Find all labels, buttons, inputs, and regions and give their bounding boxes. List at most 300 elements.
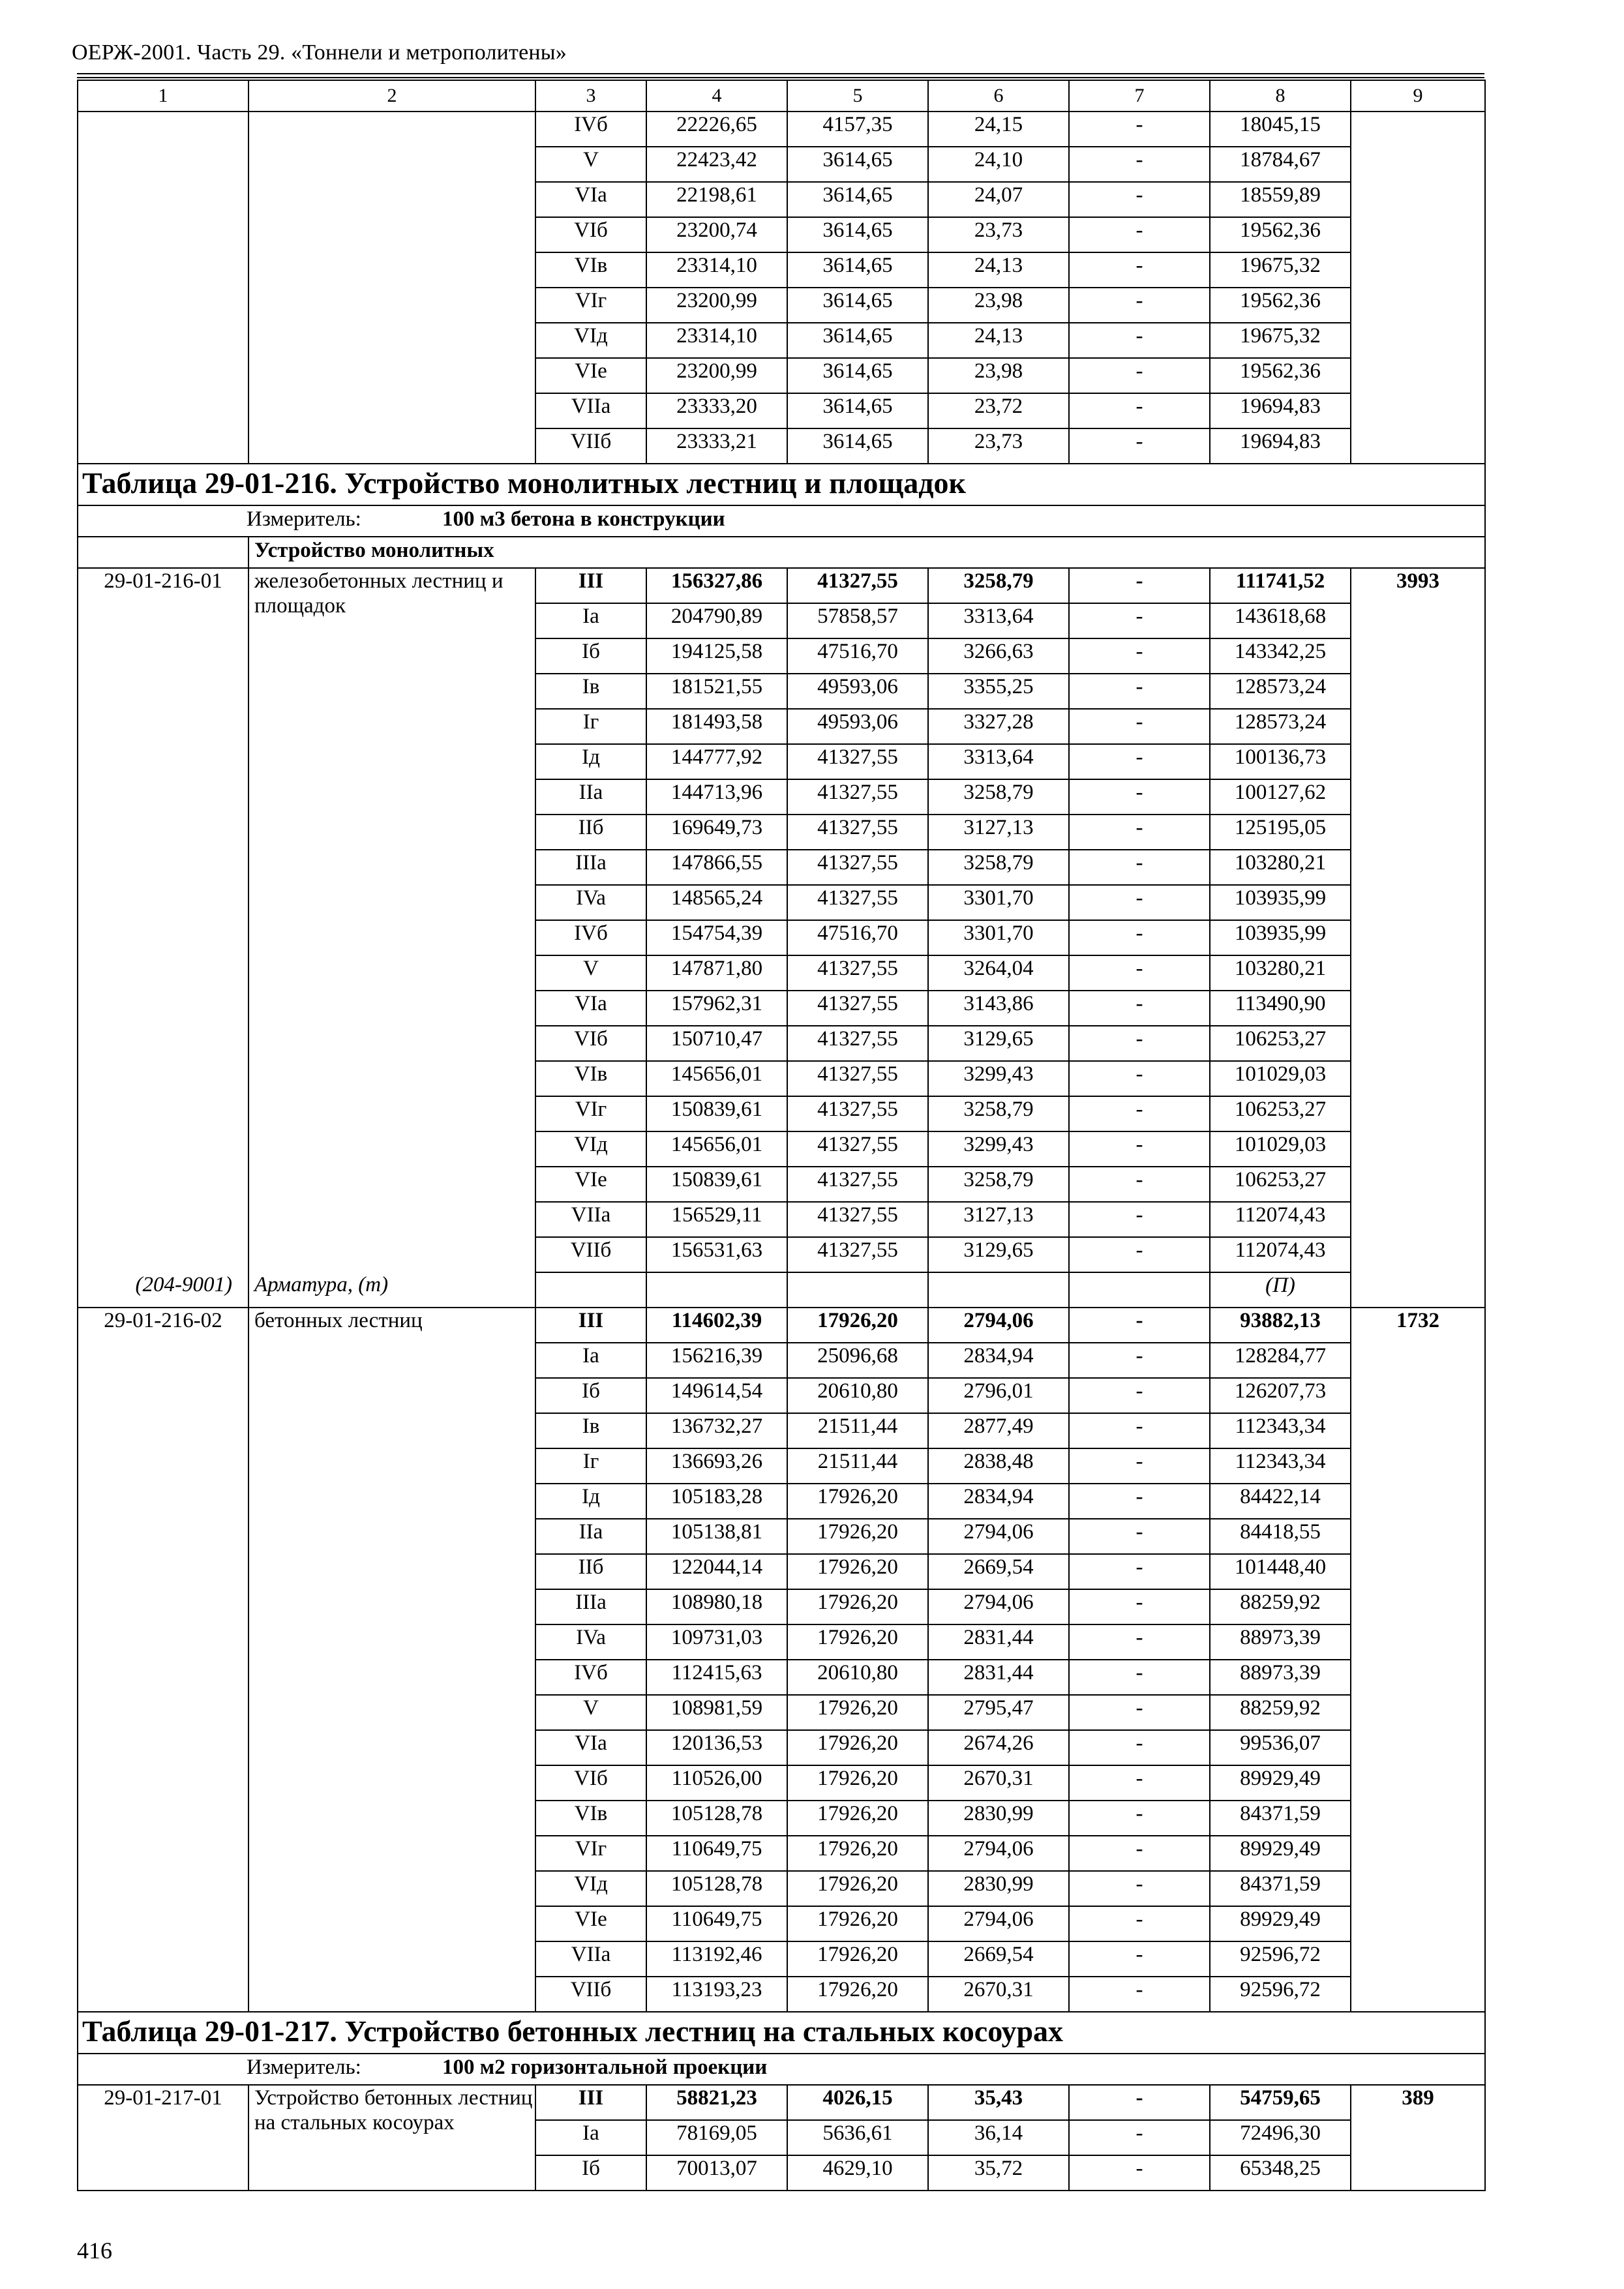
machine-cost-cell: 3143,86 [928, 991, 1069, 1026]
machine-cost-cell: 2877,49 [928, 1413, 1069, 1448]
material-cost-cell: 19675,32 [1210, 252, 1351, 288]
material-cost-cell: 19694,83 [1210, 428, 1351, 464]
driver-wage-cell: - [1069, 850, 1210, 885]
labor-cost-cell: 4629,10 [787, 2155, 928, 2191]
labor-cost-cell: 41327,55 [787, 1131, 928, 1167]
measure-unit [78, 2054, 1485, 2085]
zone-cell: Iб [535, 638, 646, 674]
material-cost-cell: 88973,39 [1210, 1624, 1351, 1660]
zone-cell: IIIa [535, 1589, 646, 1624]
direct-cost-cell: 147871,80 [646, 955, 787, 991]
header-rule [77, 73, 1484, 74]
driver-wage-cell: - [1069, 1624, 1210, 1660]
direct-cost-cell: 23333,21 [646, 428, 787, 464]
direct-cost-cell: 110649,75 [646, 1836, 787, 1871]
zone-cell: IIб [535, 1554, 646, 1589]
material-cost-cell: 113490,90 [1210, 991, 1351, 1026]
machine-cost-cell: 2669,54 [928, 1554, 1069, 1589]
driver-wage-cell: - [1069, 1554, 1210, 1589]
zone-cell: III [535, 568, 646, 603]
machine-cost-cell: 3327,28 [928, 709, 1069, 744]
material-cost-cell: 101448,40 [1210, 1554, 1351, 1589]
machine-cost-cell: 3313,64 [928, 603, 1069, 638]
table-title: Таблица 29-01-217. Устройство бетонных лестниц на стальных косоурах [78, 2012, 1485, 2054]
material-cost-cell: 112074,43 [1210, 1237, 1351, 1272]
labor-cost-cell: 17926,20 [787, 1941, 928, 1977]
machine-cost-cell: 3266,63 [928, 638, 1069, 674]
material-cost-cell: 89929,49 [1210, 1836, 1351, 1871]
machine-cost-cell: 2670,31 [928, 1977, 1069, 2012]
direct-cost-cell: 144713,96 [646, 779, 787, 815]
material-cost-cell: 125195,05 [1210, 815, 1351, 850]
direct-cost-cell: 113193,23 [646, 1977, 787, 2012]
material-cost-cell: 103280,21 [1210, 850, 1351, 885]
zone-cell: VIIб [535, 428, 646, 464]
direct-cost-cell: 150839,61 [646, 1167, 787, 1202]
direct-cost-cell: 23200,99 [646, 358, 787, 393]
direct-cost-cell: 156327,86 [646, 568, 787, 603]
zone-cell: VIг [535, 1836, 646, 1871]
material-cost-cell: 106253,27 [1210, 1167, 1351, 1202]
direct-cost-cell: 204790,89 [646, 603, 787, 638]
machine-cost-cell: 2830,99 [928, 1801, 1069, 1836]
table-row [78, 568, 1485, 603]
zone-cell: VIв [535, 1061, 646, 1096]
column-number: 9 [1351, 80, 1485, 112]
machine-cost-cell: 24,10 [928, 147, 1069, 182]
direct-cost-cell: 169649,73 [646, 815, 787, 850]
code-cell [78, 112, 248, 464]
material-cost-cell: 65348,25 [1210, 2155, 1351, 2191]
direct-cost-cell: 105183,28 [646, 1484, 787, 1519]
labor-cost-cell: 49593,06 [787, 709, 928, 744]
labor-hours-cell: 389 [1351, 2085, 1485, 2191]
material-cost-cell: 88973,39 [1210, 1660, 1351, 1695]
direct-cost-cell: 150710,47 [646, 1026, 787, 1061]
zone-cell: VIб [535, 1765, 646, 1801]
labor-cost-cell: 41327,55 [787, 1096, 928, 1131]
zone-cell: IIa [535, 1519, 646, 1554]
driver-wage-cell: - [1069, 182, 1210, 217]
direct-cost-cell: 78169,05 [646, 2120, 787, 2155]
labor-cost-cell: 41327,55 [787, 955, 928, 991]
direct-cost-cell: 136732,27 [646, 1413, 787, 1448]
driver-wage-cell: - [1069, 1906, 1210, 1941]
direct-cost-cell: 145656,01 [646, 1061, 787, 1096]
labor-cost-cell: 17926,20 [787, 1624, 928, 1660]
zone-cell: IVa [535, 885, 646, 920]
machine-cost-cell: 2830,99 [928, 1871, 1069, 1906]
labor-cost-cell: 5636,61 [787, 2120, 928, 2155]
direct-cost-cell: 58821,23 [646, 2085, 787, 2120]
machine-cost-cell: 2834,94 [928, 1484, 1069, 1519]
zone-cell: Iв [535, 1413, 646, 1448]
direct-cost-cell: 70013,07 [646, 2155, 787, 2191]
material-cost-cell: 103280,21 [1210, 955, 1351, 991]
machine-cost-cell: 2794,06 [928, 1836, 1069, 1871]
labor-cost-cell: 17926,20 [787, 1836, 928, 1871]
item-code: 29-01-216-01 [78, 568, 248, 1272]
driver-wage-cell: - [1069, 638, 1210, 674]
material-cost-cell: 18784,67 [1210, 147, 1351, 182]
driver-wage-cell: - [1069, 744, 1210, 779]
machine-cost-cell: 23,73 [928, 428, 1069, 464]
driver-wage-cell: - [1069, 603, 1210, 638]
table-cell [78, 537, 248, 568]
machine-cost-cell: 2794,06 [928, 1906, 1069, 1941]
zone-cell: IIa [535, 779, 646, 815]
driver-wage-cell: - [1069, 252, 1210, 288]
material-cost-cell: 84371,59 [1210, 1801, 1351, 1836]
machine-cost-cell: 3258,79 [928, 779, 1069, 815]
item-code: 29-01-216-02 [78, 1308, 248, 2012]
labor-cost-cell: 41327,55 [787, 991, 928, 1026]
material-cost-cell: 84418,55 [1210, 1519, 1351, 1554]
driver-wage-cell: - [1069, 2120, 1210, 2155]
machine-cost-cell: 35,43 [928, 2085, 1069, 2120]
table-cell [787, 1272, 928, 1308]
direct-cost-cell: 110649,75 [646, 1906, 787, 1941]
driver-wage-cell: - [1069, 1801, 1210, 1836]
labor-cost-cell: 41327,55 [787, 568, 928, 603]
machine-cost-cell: 3301,70 [928, 920, 1069, 955]
driver-wage-cell: - [1069, 393, 1210, 428]
zone-cell: Iг [535, 1448, 646, 1484]
material-cost-cell: 112074,43 [1210, 1202, 1351, 1237]
machine-cost-cell: 2831,44 [928, 1624, 1069, 1660]
machine-cost-cell: 3258,79 [928, 568, 1069, 603]
zone-cell: Iб [535, 1378, 646, 1413]
zone-cell: VIe [535, 358, 646, 393]
direct-cost-cell: 156529,11 [646, 1202, 787, 1237]
machine-cost-cell: 3258,79 [928, 850, 1069, 885]
zone-cell: VIa [535, 182, 646, 217]
machine-cost-cell: 2670,31 [928, 1765, 1069, 1801]
driver-wage-cell: - [1069, 1484, 1210, 1519]
driver-wage-cell: - [1069, 815, 1210, 850]
driver-wage-cell: - [1069, 1871, 1210, 1906]
driver-wage-cell: - [1069, 1519, 1210, 1554]
driver-wage-cell: - [1069, 1343, 1210, 1378]
table-title-row [78, 464, 1485, 505]
zone-cell: VIг [535, 1096, 646, 1131]
machine-cost-cell: 2831,44 [928, 1660, 1069, 1695]
page-number: 416 [77, 2237, 112, 2264]
direct-cost-cell: 154754,39 [646, 920, 787, 955]
driver-wage-cell: - [1069, 428, 1210, 464]
driver-wage-cell: - [1069, 709, 1210, 744]
labor-cost-cell: 3614,65 [787, 147, 928, 182]
measure-label: Измеритель: [247, 2056, 361, 2079]
material-cost-cell: 126207,73 [1210, 1378, 1351, 1413]
zone-cell: IVб [535, 1660, 646, 1695]
labor-cost-cell: 3614,65 [787, 182, 928, 217]
material-cost-cell: 19562,36 [1210, 358, 1351, 393]
zone-cell: VIIa [535, 1941, 646, 1977]
direct-cost-cell: 150839,61 [646, 1096, 787, 1131]
labor-cost-cell: 3614,65 [787, 217, 928, 252]
zone-cell: VIв [535, 252, 646, 288]
material-cost-cell: 99536,07 [1210, 1730, 1351, 1765]
labor-cost-cell: 3614,65 [787, 252, 928, 288]
machine-cost-cell: 23,73 [928, 217, 1069, 252]
material-cost-cell: 72496,30 [1210, 2120, 1351, 2155]
direct-cost-cell: 105128,78 [646, 1801, 787, 1836]
labor-cost-cell: 17926,20 [787, 1519, 928, 1554]
labor-cost-cell: 3614,65 [787, 288, 928, 323]
zone-cell: Iд [535, 1484, 646, 1519]
direct-cost-cell: 110526,00 [646, 1765, 787, 1801]
driver-wage-cell: - [1069, 1131, 1210, 1167]
driver-wage-cell: - [1069, 1378, 1210, 1413]
direct-cost-cell: 156531,63 [646, 1237, 787, 1272]
table-title-row [78, 2012, 1485, 2054]
machine-cost-cell: 2794,06 [928, 1589, 1069, 1624]
direct-cost-cell: 136693,26 [646, 1448, 787, 1484]
driver-wage-cell: - [1069, 1660, 1210, 1695]
description-cell [248, 112, 535, 464]
driver-wage-cell: - [1069, 323, 1210, 358]
direct-cost-cell: 22423,42 [646, 147, 787, 182]
direct-cost-cell: 149614,54 [646, 1378, 787, 1413]
labor-cost-cell: 17926,20 [787, 1977, 928, 2012]
labor-cost-cell: 49593,06 [787, 674, 928, 709]
material-cost-cell: 111741,52 [1210, 568, 1351, 603]
driver-wage-cell: - [1069, 288, 1210, 323]
labor-cost-cell: 41327,55 [787, 1167, 928, 1202]
machine-cost-cell: 24,13 [928, 252, 1069, 288]
material-cost-cell: 19675,32 [1210, 323, 1351, 358]
resource-name: Арматура, (т) [248, 1272, 535, 1308]
machine-cost-cell: 2796,01 [928, 1378, 1069, 1413]
material-cost-cell: 106253,27 [1210, 1096, 1351, 1131]
direct-cost-cell: 145656,01 [646, 1131, 787, 1167]
direct-cost-cell: 113192,46 [646, 1941, 787, 1977]
driver-wage-cell: - [1069, 1977, 1210, 2012]
machine-cost-cell: 3313,64 [928, 744, 1069, 779]
labor-cost-cell: 41327,55 [787, 1061, 928, 1096]
material-cost-cell: 89929,49 [1210, 1906, 1351, 1941]
zone-cell: Iб [535, 2155, 646, 2191]
machine-cost-cell: 2834,94 [928, 1343, 1069, 1378]
column-number: 5 [787, 80, 928, 112]
item-code: 29-01-217-01 [78, 2085, 248, 2191]
column-number: 3 [535, 80, 646, 112]
machine-cost-cell: 3129,65 [928, 1237, 1069, 1272]
machine-cost-cell: 2838,48 [928, 1448, 1069, 1484]
direct-cost-cell: 122044,14 [646, 1554, 787, 1589]
labor-hours-cell [1351, 112, 1485, 464]
labor-cost-cell: 17926,20 [787, 1589, 928, 1624]
zone-cell: V [535, 955, 646, 991]
machine-cost-cell: 2674,26 [928, 1730, 1069, 1765]
driver-wage-cell: - [1069, 147, 1210, 182]
labor-cost-cell: 3614,65 [787, 323, 928, 358]
rates-table [77, 80, 1486, 2191]
driver-wage-cell: - [1069, 885, 1210, 920]
measure-value: 100 м2 горизонтальной проекции [442, 2056, 768, 2079]
labor-cost-cell: 41327,55 [787, 815, 928, 850]
driver-wage-cell: - [1069, 1202, 1210, 1237]
machine-cost-cell: 23,72 [928, 393, 1069, 428]
labor-cost-cell: 57858,57 [787, 603, 928, 638]
material-cost-cell: 128573,24 [1210, 709, 1351, 744]
labor-cost-cell: 17926,20 [787, 1554, 928, 1589]
zone-cell: V [535, 1695, 646, 1730]
labor-cost-cell: 41327,55 [787, 1237, 928, 1272]
labor-hours-cell: 3993 [1351, 568, 1485, 1308]
zone-cell: VIe [535, 1167, 646, 1202]
labor-cost-cell: 41327,55 [787, 744, 928, 779]
direct-cost-cell: 105128,78 [646, 1871, 787, 1906]
direct-cost-cell: 23314,10 [646, 252, 787, 288]
material-cost-cell: 19562,36 [1210, 217, 1351, 252]
direct-cost-cell: 181493,58 [646, 709, 787, 744]
labor-cost-cell: 41327,55 [787, 1202, 928, 1237]
measure-row [78, 2054, 1485, 2085]
zone-cell: VIIa [535, 1202, 646, 1237]
driver-wage-cell: - [1069, 1448, 1210, 1484]
material-cost-cell: 88259,92 [1210, 1589, 1351, 1624]
material-cost-cell: 88259,92 [1210, 1695, 1351, 1730]
zone-cell: VIб [535, 1026, 646, 1061]
machine-cost-cell: 3299,43 [928, 1131, 1069, 1167]
column-number-row [78, 80, 1485, 112]
driver-wage-cell: - [1069, 2085, 1210, 2120]
material-cost-cell: 103935,99 [1210, 885, 1351, 920]
material-cost-cell: 19562,36 [1210, 288, 1351, 323]
driver-wage-cell: - [1069, 920, 1210, 955]
material-cost-cell: 100127,62 [1210, 779, 1351, 815]
labor-cost-cell: 20610,80 [787, 1378, 928, 1413]
subheading-row [78, 537, 1485, 568]
zone-cell: VIв [535, 1801, 646, 1836]
zone-cell: V [535, 147, 646, 182]
zone-cell: Ia [535, 603, 646, 638]
material-cost-cell: 89929,49 [1210, 1765, 1351, 1801]
measure-row [78, 505, 1485, 537]
driver-wage-cell: - [1069, 1941, 1210, 1977]
machine-cost-cell: 3355,25 [928, 674, 1069, 709]
machine-cost-cell: 2794,06 [928, 1519, 1069, 1554]
direct-cost-cell: 120136,53 [646, 1730, 787, 1765]
material-cost-cell: 93882,13 [1210, 1308, 1351, 1343]
resource-value: (П) [1210, 1272, 1351, 1308]
table-cell [646, 1272, 787, 1308]
zone-cell: VIб [535, 217, 646, 252]
driver-wage-cell: - [1069, 1695, 1210, 1730]
material-cost-cell: 18045,15 [1210, 112, 1351, 147]
machine-cost-cell: 23,98 [928, 288, 1069, 323]
resource-code: (204-9001) [78, 1272, 248, 1308]
machine-cost-cell: 3299,43 [928, 1061, 1069, 1096]
machine-cost-cell: 3301,70 [928, 885, 1069, 920]
direct-cost-cell: 181521,55 [646, 674, 787, 709]
labor-cost-cell: 41327,55 [787, 779, 928, 815]
page-header: ОЕРЖ-2001. Часть 29. «Тоннели и метрополитены» [72, 40, 567, 65]
labor-cost-cell: 4157,35 [787, 112, 928, 147]
labor-cost-cell: 17926,20 [787, 1484, 928, 1519]
driver-wage-cell: - [1069, 1730, 1210, 1765]
machine-cost-cell: 3258,79 [928, 1167, 1069, 1202]
machine-cost-cell: 3129,65 [928, 1026, 1069, 1061]
zone-cell: VIг [535, 288, 646, 323]
machine-cost-cell: 3258,79 [928, 1096, 1069, 1131]
driver-wage-cell: - [1069, 674, 1210, 709]
labor-cost-cell: 41327,55 [787, 1026, 928, 1061]
zone-cell: VIIб [535, 1237, 646, 1272]
labor-cost-cell: 25096,68 [787, 1343, 928, 1378]
measure-label: Измеритель: [247, 507, 361, 531]
column-number: 2 [248, 80, 535, 112]
driver-wage-cell: - [1069, 779, 1210, 815]
labor-cost-cell: 47516,70 [787, 920, 928, 955]
driver-wage-cell: - [1069, 1308, 1210, 1343]
resource-row [78, 1272, 1485, 1308]
material-cost-cell: 112343,34 [1210, 1413, 1351, 1448]
labor-cost-cell: 21511,44 [787, 1413, 928, 1448]
machine-cost-cell: 2795,47 [928, 1695, 1069, 1730]
direct-cost-cell: 23200,99 [646, 288, 787, 323]
header-rule-2 [77, 77, 1484, 78]
zone-cell: VIe [535, 1906, 646, 1941]
material-cost-cell: 143342,25 [1210, 638, 1351, 674]
zone-cell: VIд [535, 1131, 646, 1167]
labor-cost-cell: 20610,80 [787, 1660, 928, 1695]
item-description: Устройство бетонных лестниц на стальных косоурах [248, 2085, 535, 2191]
driver-wage-cell: - [1069, 1026, 1210, 1061]
direct-cost-cell: 105138,81 [646, 1519, 787, 1554]
zone-cell: VIa [535, 991, 646, 1026]
table-row [78, 112, 1485, 147]
item-description: бетонных лестниц [248, 1308, 535, 2012]
direct-cost-cell: 108980,18 [646, 1589, 787, 1624]
labor-cost-cell: 17926,20 [787, 1906, 928, 1941]
zone-cell: Ia [535, 2120, 646, 2155]
subheading: Устройство монолитных [248, 537, 1485, 568]
material-cost-cell: 128284,77 [1210, 1343, 1351, 1378]
driver-wage-cell: - [1069, 1096, 1210, 1131]
material-cost-cell: 106253,27 [1210, 1026, 1351, 1061]
table-cell [535, 1272, 646, 1308]
table-cell [928, 1272, 1069, 1308]
zone-cell: IVб [535, 112, 646, 147]
direct-cost-cell: 114602,39 [646, 1308, 787, 1343]
zone-cell: III [535, 2085, 646, 2120]
zone-cell: VIIб [535, 1977, 646, 2012]
driver-wage-cell: - [1069, 1167, 1210, 1202]
table-title: Таблица 29-01-216. Устройство монолитных лестниц и площадок [78, 464, 1485, 505]
item-description: железобетонных лестниц и площадок [248, 568, 535, 1272]
column-number: 6 [928, 80, 1069, 112]
driver-wage-cell: - [1069, 991, 1210, 1026]
labor-cost-cell: 17926,20 [787, 1695, 928, 1730]
direct-cost-cell: 23333,20 [646, 393, 787, 428]
machine-cost-cell: 24,15 [928, 112, 1069, 147]
direct-cost-cell: 23314,10 [646, 323, 787, 358]
labor-cost-cell: 3614,65 [787, 428, 928, 464]
direct-cost-cell: 22226,65 [646, 112, 787, 147]
table-row [78, 1308, 1485, 1343]
driver-wage-cell: - [1069, 1061, 1210, 1096]
column-number: 8 [1210, 80, 1351, 112]
direct-cost-cell: 109731,03 [646, 1624, 787, 1660]
labor-cost-cell: 3614,65 [787, 393, 928, 428]
material-cost-cell: 128573,24 [1210, 674, 1351, 709]
zone-cell: Ia [535, 1343, 646, 1378]
column-number: 1 [78, 80, 248, 112]
material-cost-cell: 19694,83 [1210, 393, 1351, 428]
